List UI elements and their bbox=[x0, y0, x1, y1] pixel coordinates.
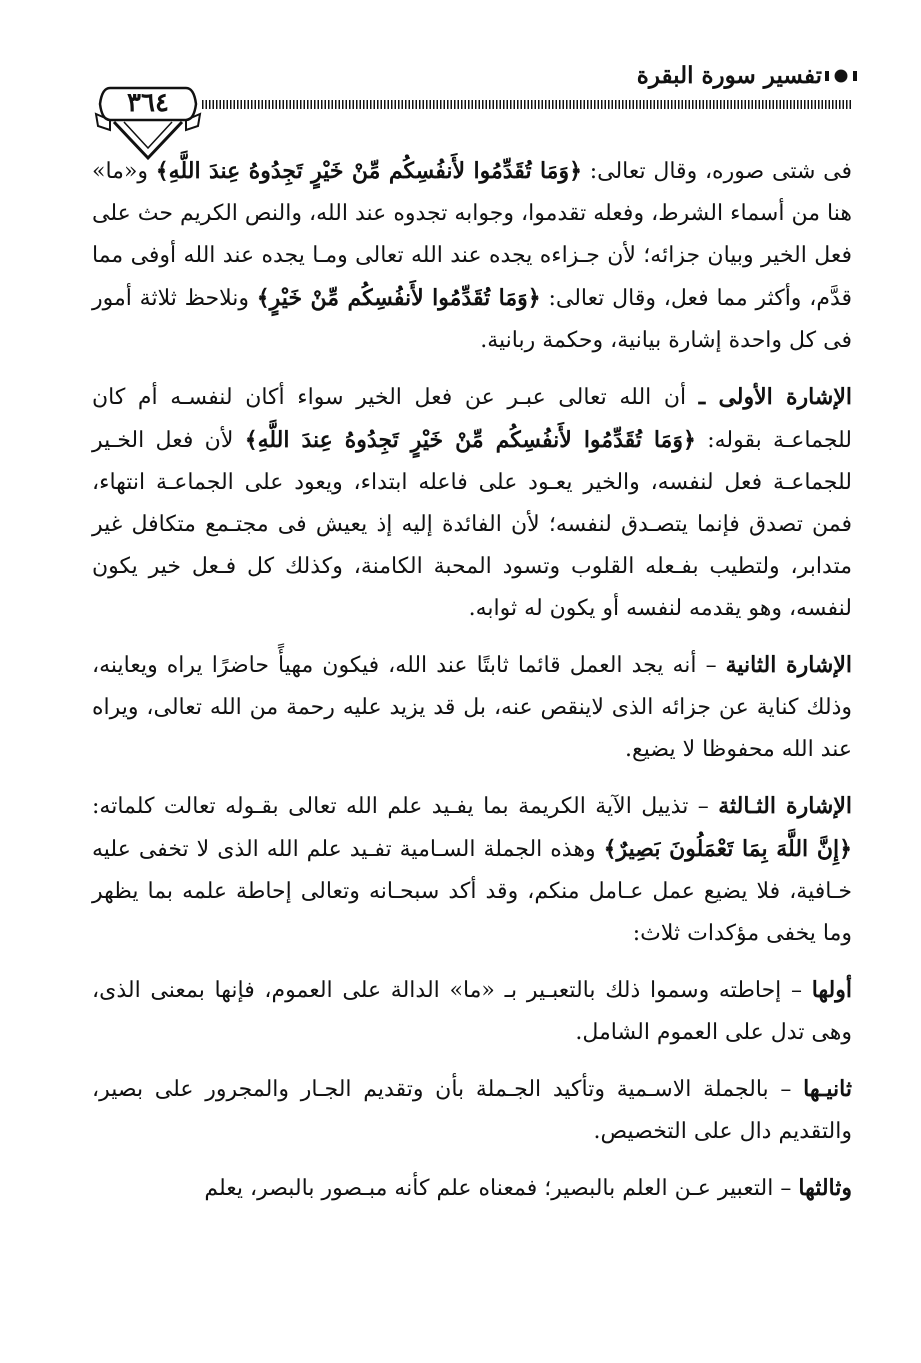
page-number: ٣٦٤ bbox=[127, 88, 169, 118]
paragraph-text: فى شتى صوره، وقال تعالى: bbox=[581, 159, 852, 184]
section-lead: أولها bbox=[811, 977, 852, 1003]
paragraph bbox=[92, 376, 852, 630]
paragraph-text: وهذه الجملة السـامية تفـيد علم الله الذى لا تخفى عليه خـافية، فلا يضيع عمل عـامل منكم، وقد أكد سبحـانه وتعالى إحاطة علمه بما يظهر وما يخفى مؤكدات ثلاث: bbox=[92, 837, 852, 946]
paragraph bbox=[92, 150, 852, 362]
paragraph bbox=[92, 1068, 852, 1153]
ornament-icon bbox=[830, 68, 852, 84]
quran-verse: ﴿إِنَّ اللَّهَ بِمَا تَعْمَلُونَ بَصِيرٌ﴾ bbox=[603, 836, 852, 862]
page-body bbox=[92, 150, 852, 1224]
paragraph bbox=[92, 969, 852, 1054]
quran-verse: ﴿وَمَا تُقَدِّمُوا لأَنفُسِكُم مِّنْ خَيْرٍ تَجِدُوهُ عِندَ اللَّهِ﴾ bbox=[244, 427, 696, 453]
paragraph-text: – أنه يجد العمل قائما ثابتًا عند الله، فيكون مهيأً حاضرًا يراه ويعاينه، وذلك كناية عن جزائه الذى لاينقص عنه، بل قد يزيد عليه رحمة من الله تعالى، ويراه عند الله محفوظا لا يضيع. bbox=[92, 653, 852, 762]
paragraph-text: لأن فعل الخـير للجماعـة فعل لنفسه، والخير يعـود على فاعله ابتداء، ويعود على الجماعـة انتهاء، فمن تصدق فإنما يتصـدق لنفسه؛ لأن الفائدة إليه إذ يعيش فى مجتـمع متكافل غير متدابر، ولتطيب بفـعله القلوب وتسود المحبة الكامنة، وكذلك كل فـعل خير يكون لنفسه، وهو يقدمه لنفسه أو يكون له ثوابه. bbox=[92, 428, 852, 621]
header-rule bbox=[202, 100, 852, 109]
paragraph-text: ونلاحظ ثلاثة أمور فى كل واحدة إشارة بيانية، وحكمة ربانية. bbox=[92, 286, 852, 353]
paragraph-text: – تذييل الآية الكريمة بما يفـيد علم الله تعالى بقـوله تعالت كلماته: bbox=[92, 794, 719, 819]
paragraph-text: و«ما» هنا من أسماء الشرط، وفعله تقدموا، وجوابه تجدوه عند الله، والنص الكريم حث على فعل الخير وبيان جزائه؛ لأن جـزاءه يجده عند الله تعالى ومـا يجده عند الله أوفى مما قدَّم، وأكثر مما فعل، وقال تعالى: bbox=[92, 159, 853, 311]
quran-verse: ﴿وَمَا تُقَدِّمُوا لأَنفُسِكُم مِّنْ خَيْرٍ تَجِدُوهُ عِندَ اللَّهِ﴾ bbox=[155, 158, 582, 184]
section-lead: الإشارة الثانية bbox=[725, 652, 852, 678]
section-lead: ثانيـها bbox=[803, 1076, 852, 1102]
paragraph-text: – التعبير عـن العلم بالبصير؛ فمعناه علم كأنه مبـصور بالبصر، يعلم bbox=[204, 1176, 799, 1201]
paragraph-text: – إحاطته وسموا ذلك بالتعبـير بـ «ما» الدالة على العموم، فإنها بمعنى الذى، وهى تدل على العموم الشامل. bbox=[92, 978, 852, 1045]
section-lead: الإشارة الثـالثة bbox=[718, 793, 852, 819]
paragraph bbox=[92, 644, 852, 771]
section-lead: الإشارة الأولى ـ bbox=[698, 384, 852, 410]
page-header bbox=[92, 40, 852, 150]
paragraph-text: – بالجملة الاسـمية وتأكيد الجـملة بأن وتقديم الجـار والمجرور على بصير، والتقديم دال على التخصيص. bbox=[92, 1077, 852, 1144]
paragraph-text: أن الله تعالى عبـر عن فعل الخير سواء أكان لنفسـه أم كان للجماعـة بقوله: bbox=[92, 385, 853, 453]
quran-verse: ﴿وَمَا تُقَدِّمُوا لأَنفُسِكُم مِّنْ خَيْرٍ﴾ bbox=[256, 285, 541, 311]
section-lead: وثالثها bbox=[798, 1175, 852, 1201]
paragraph bbox=[92, 1167, 852, 1210]
running-title-text: تفسير سورة البقرة bbox=[636, 62, 822, 89]
running-title bbox=[637, 62, 852, 89]
paragraph bbox=[92, 785, 852, 955]
